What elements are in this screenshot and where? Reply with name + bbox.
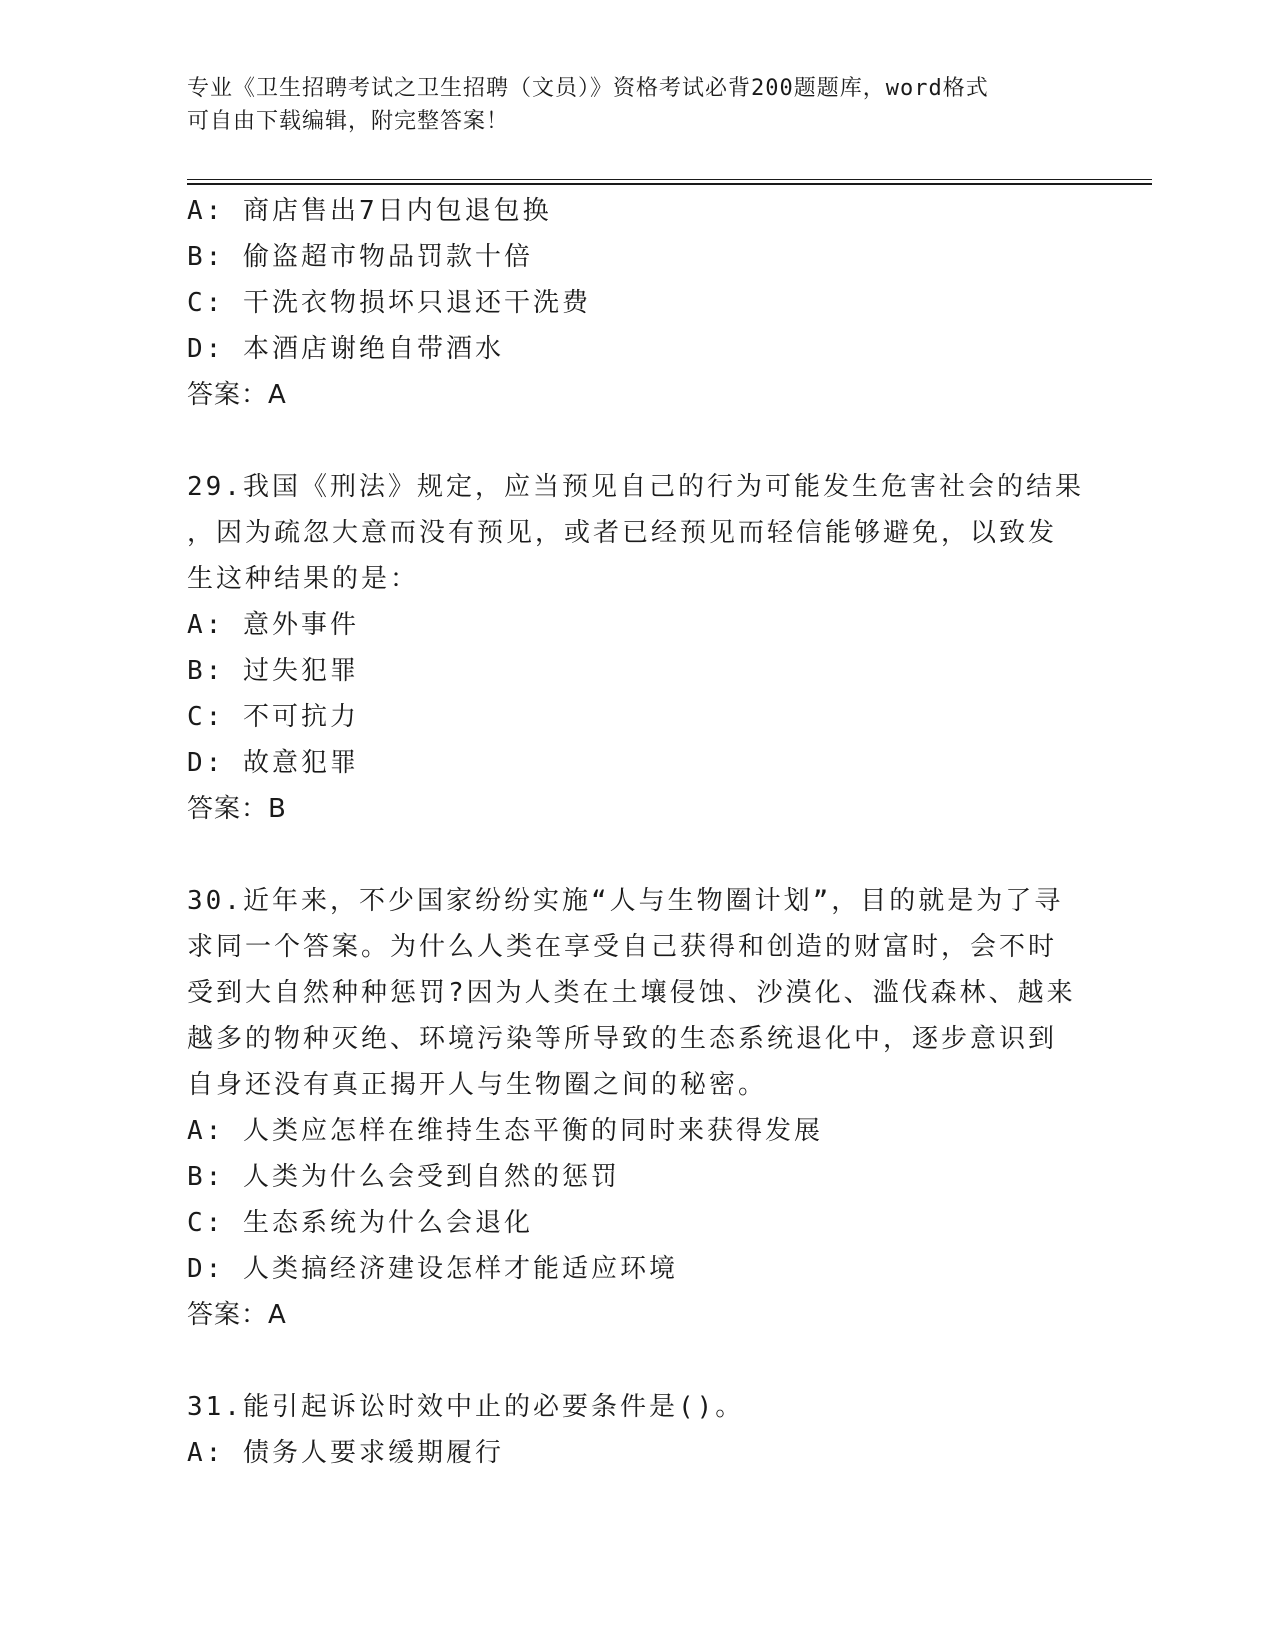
answer-line: 答案：A: [187, 1300, 287, 1330]
question-30: [187, 878, 1092, 1338]
option-c: C: 干洗衣物损坏只退还干洗费: [187, 288, 591, 318]
option-b: B: 过失犯罪: [187, 656, 359, 686]
question-stem-line: 30.近年来，不少国家纷纷实施“人与生物圈计划”，目的就是为了寻: [187, 886, 1064, 916]
option-a: A: 意外事件: [187, 610, 359, 640]
option-d: D: 故意犯罪: [187, 748, 359, 778]
option-c: C: 生态系统为什么会退化: [187, 1208, 533, 1238]
question-list: [187, 188, 1092, 1476]
option-a: A: 商店售出7日内包退包换: [187, 196, 552, 226]
option-c: C: 不可抗力: [187, 702, 359, 732]
question-stem-line: 求同一个答案。为什么人类在享受自己获得和创造的财富时，会不时: [187, 932, 1058, 962]
option-d: D: 本酒店谢绝自带酒水: [187, 334, 504, 364]
question-stem-line: 自身还没有真正揭开人与生物圈之间的秘密。: [187, 1070, 768, 1100]
option-a: A: 人类应怎样在维持生态平衡的同时来获得发展: [187, 1116, 823, 1146]
question-stem-line: 31.能引起诉讼时效中止的必要条件是()。: [187, 1392, 745, 1422]
answer-line: 答案：A: [187, 380, 287, 410]
question-stem-line: 29.我国《刑法》规定，应当预见自己的行为可能发生危害社会的结果: [187, 472, 1084, 502]
question-stem-line: ，因为疏忽大意而没有预见，或者已经预见而轻信能够避免，以致发: [187, 518, 1058, 548]
question-29: [187, 464, 1092, 832]
question-stem-line: 生这种结果的是：: [187, 564, 420, 594]
header-divider-thin: [187, 179, 1152, 180]
question-31: [187, 1384, 1092, 1476]
option-d: D: 人类搞经济建设怎样才能适应环境: [187, 1254, 678, 1284]
question-28: [187, 188, 1092, 418]
header-line-2: 可自由下载编辑，附完整答案！: [187, 109, 510, 134]
question-stem-line: 越多的物种灭绝、环境污染等所导致的生态系统退化中，逐步意识到: [187, 1024, 1058, 1054]
question-stem-line: 受到大自然种种惩罚?因为人类在土壤侵蚀、沙漠化、滥伐森林、越来: [187, 978, 1076, 1008]
header-line-1: 专业《卫生招聘考试之卫生招聘（文员）》资格考试必背200题题库，word格式: [187, 76, 989, 101]
option-a: A: 债务人要求缓期履行: [187, 1438, 504, 1468]
header-divider-thick: [187, 183, 1152, 185]
option-b: B: 偷盗超市物品罚款十倍: [187, 242, 533, 272]
option-b: B: 人类为什么会受到自然的惩罚: [187, 1162, 620, 1192]
answer-line: 答案：B: [187, 794, 287, 824]
document-header: [187, 72, 1087, 138]
